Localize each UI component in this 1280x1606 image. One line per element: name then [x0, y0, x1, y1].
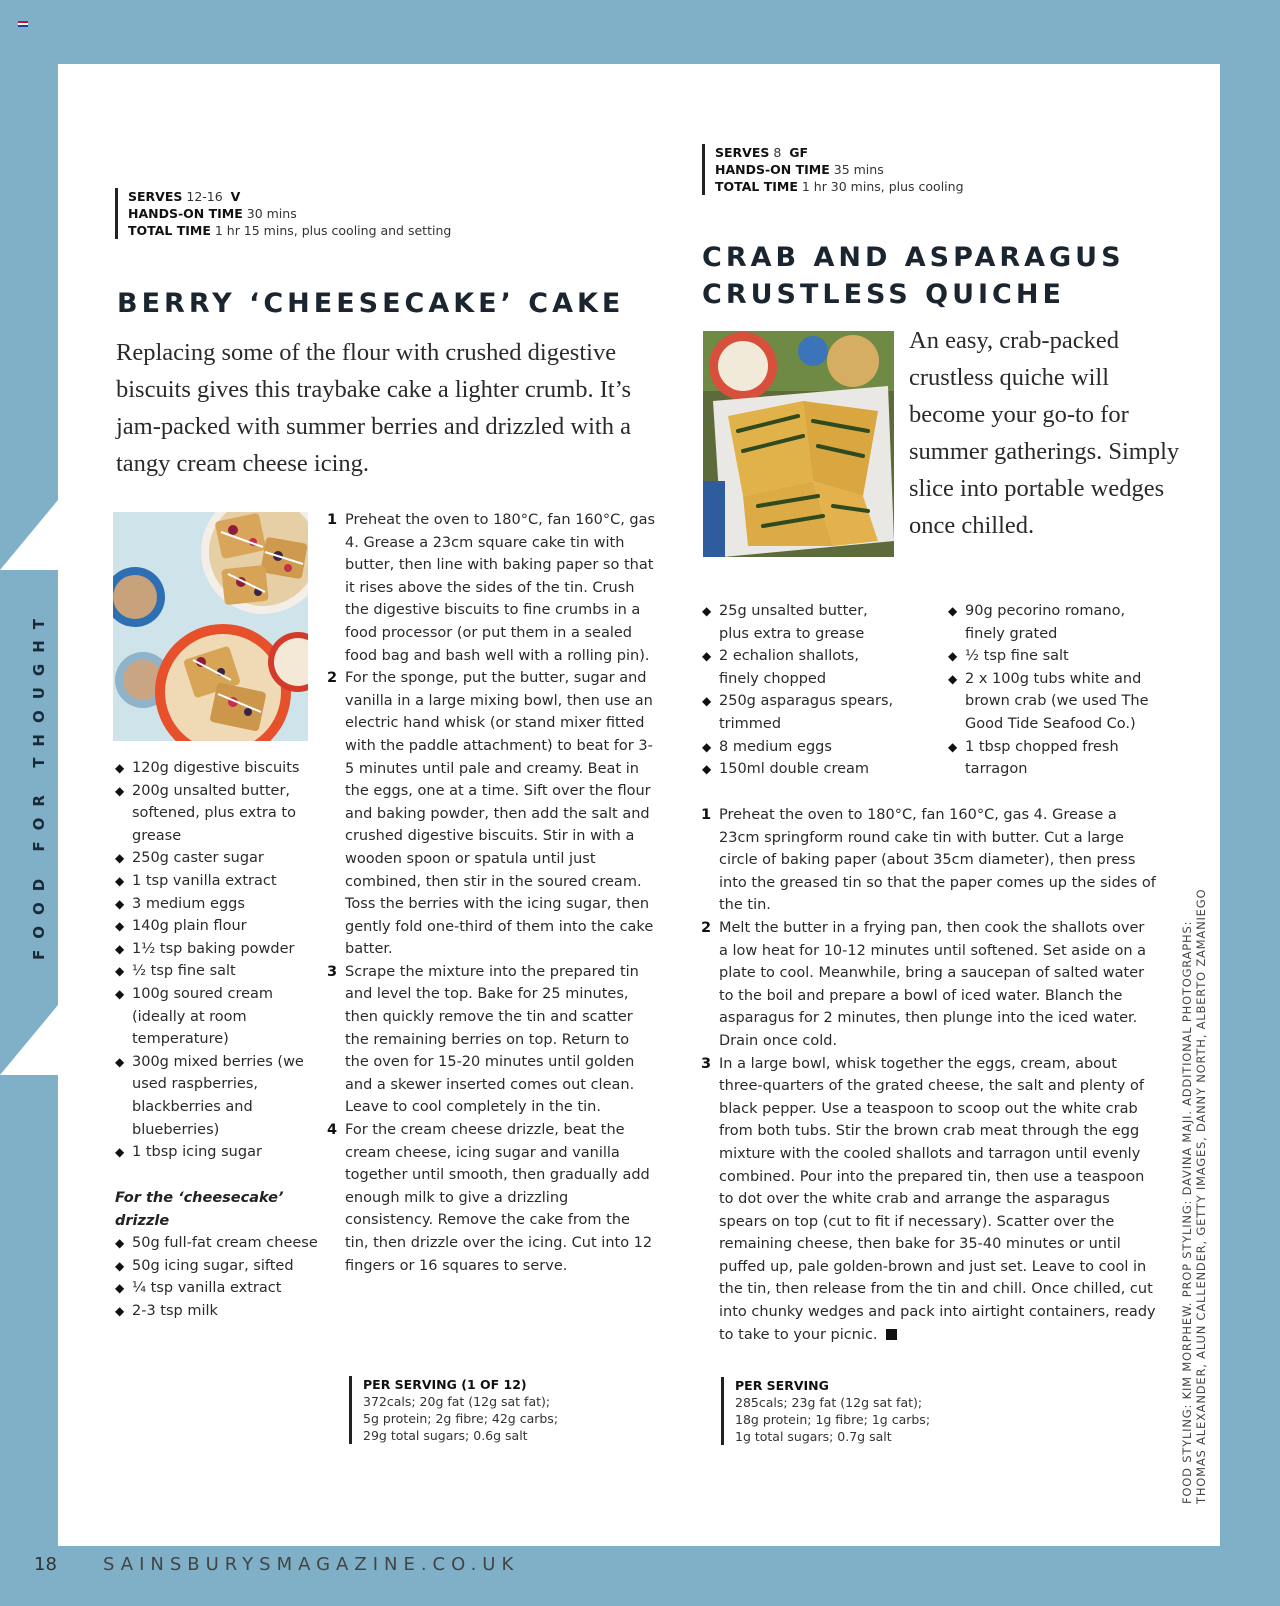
- serves-value: 12-16: [186, 189, 223, 204]
- step-number: 1: [327, 512, 338, 528]
- recipe2-ingredients-col1: [702, 600, 902, 781]
- ingredient-item: ◆ 140g plain flour: [115, 915, 320, 938]
- total-label: TOTAL TIME: [128, 223, 211, 238]
- quiche-photo: [703, 331, 894, 557]
- serves-value: 8: [773, 145, 782, 160]
- step-text: Scrape the mixture into the prepared tin and level the top. Bake for 25 minutes, then quickly remove the tin and scatter the remaining berries on top. Return to the oven for 15-20 minutes until golden and a skewer inserted comes out clean. Leave to cool completely in the tin.: [345, 963, 639, 1116]
- ingredient-item: ◆ ½ tsp fine salt: [115, 960, 320, 983]
- credits-line: THOMAS ALEXANDER, ALUN CALLENDER, GETTY IMAGES, DANNY NORTH, ALBERTO ZAMANIEGO: [1194, 888, 1208, 1504]
- page-edge-decoration: [0, 1005, 58, 1075]
- method-step: [701, 1053, 1157, 1347]
- step-number: 3: [327, 963, 338, 980]
- nutrition-heading: PER SERVING: [735, 1378, 829, 1393]
- diet-badge: V: [230, 189, 241, 204]
- handson-label: HANDS-ON TIME: [715, 162, 830, 177]
- title-line: CRAB AND ASPARAGUS: [702, 242, 1125, 273]
- total-value: 1 hr 30 mins, plus cooling: [801, 179, 964, 194]
- step-text: In a large bowl, whisk together the eggs, cream, about three-quarters of the grated cheese, the salt and plenty of black pepper. Use a teaspoon to scoop out the white crab from both tubs. Stir the brown crab meat through the egg mixture with the cooled shallots and tarragon until evenly combined. Pour into the prepared tin, then use a teaspoon to dot over the white crab and arrange the asparagus spears on top (cut to fit if necessary). Scatter over the remaining cheese, then bake for 35-40 minutes or until puffed up, pale golden-brown and just set. Leave to cool in the tin, then release from the tin and chill. Once chilled, cut into chunky wedges and pack into airtight containers, ready to take to your picnic.: [719, 1055, 1156, 1343]
- berry-cake-photo: [113, 512, 308, 741]
- ingredient-item: ◆ 90g pecorino romano, finely grated: [948, 600, 1166, 645]
- method-step: [327, 667, 657, 961]
- serves-label: SERVES: [128, 189, 183, 204]
- recipe2-title: [702, 239, 1125, 313]
- ingredient-item: ◆ 200g unsalted butter, softened, plus extra to grease: [115, 780, 320, 848]
- ingredient-item: ◆ 250g caster sugar: [115, 847, 320, 870]
- step-text: For the sponge, put the butter, sugar and vanilla in a large mixing bowl, then use an electric hand whisk (or stand mixer fitted with the paddle attachment) to beat for 3-5 minutes until pale and creamy. Beat in the eggs, one at a time. Sift over the flour and baking powder, then add the salt and crushed digestive biscuits. Stir in with a wooden spoon or spatula until just combined, then stir in the soured cream. Toss the berries with the icing sugar, then gently fold one-third of them into the cake batter.: [345, 670, 654, 958]
- drizzle-heading: For the ‘cheesecake’ drizzle: [115, 1190, 284, 1229]
- method-step: [327, 961, 657, 1119]
- method-step: [327, 1119, 657, 1277]
- end-mark-icon: [886, 1329, 897, 1340]
- recipe2-intro: An easy, crab-packed crustless quiche will become your go-to for summer gatherings. Simply slice into portable wedges once chilled.: [909, 327, 1180, 539]
- ingredient-item: ◆ 120g digestive biscuits: [115, 757, 320, 780]
- step-text: Preheat the oven to 180°C, fan 160°C, gas 4. Grease a 23cm square cake tin with butter, then line with baking paper so that it rises above the sides of the tin. Crush the digestive biscuits to fine crumbs in a food processor (or put them in a sealed food bag and bash well with a rolling pin).: [345, 512, 656, 664]
- ingredient-item: ◆ 100g soured cream (ideally at room temperature): [115, 983, 320, 1051]
- recipe2-method: [701, 804, 1157, 1346]
- step-number: 2: [701, 919, 712, 936]
- ingredient-item: ◆ 2-3 tsp milk: [115, 1300, 320, 1323]
- nutrition-line: 5g protein; 2g fibre; 42g carbs;: [363, 1411, 559, 1426]
- ingredient-item: ◆ 150ml double cream: [702, 758, 902, 781]
- title-line: CRUSTLESS QUICHE: [702, 279, 1065, 310]
- section-title: FOOD FOR THOUGHT: [30, 607, 48, 960]
- total-value: 1 hr 15 mins, plus cooling and setting: [214, 223, 452, 238]
- ingredient-item: ◆ 8 medium eggs: [702, 736, 902, 759]
- method-step: [701, 804, 1157, 917]
- ingredient-item: ◆ 1 tbsp icing sugar: [115, 1141, 320, 1164]
- recipe1-title: BERRY ‘CHEESECAKE’ CAKE: [117, 288, 625, 319]
- nutrition-heading: PER SERVING (1 OF 12): [363, 1377, 527, 1392]
- recipe2-ingredients-col2: [948, 600, 1166, 781]
- ingredient-item: ◆ 2 x 100g tubs white and brown crab (we used The Good Tide Seafood Co.): [948, 668, 1166, 736]
- recipe2-nutrition: [721, 1377, 930, 1445]
- recipe1-method: [327, 509, 657, 1277]
- step-number: 1: [701, 807, 712, 823]
- nutrition-line: 18g protein; 1g fibre; 1g carbs;: [735, 1412, 931, 1427]
- serves-label: SERVES: [715, 145, 770, 160]
- handson-label: HANDS-ON TIME: [128, 206, 243, 221]
- recipe1-drizzle-ingredients: [115, 1232, 320, 1322]
- ingredient-item: ◆ 3 medium eggs: [115, 893, 320, 916]
- page-edge-decoration: [0, 500, 58, 570]
- ingredient-item: ◆ 50g icing sugar, sifted: [115, 1255, 320, 1278]
- recipe2-meta: [702, 144, 964, 195]
- ingredient-item: ◆ 300g mixed berries (we used raspberries, blackberries and blueberries): [115, 1051, 320, 1141]
- step-text: For the cream cheese drizzle, beat the cream cheese, icing sugar and vanilla together until smooth, then gradually add enough milk to give a drizzling consistency. Remove the cake from the tin, then drizzle over the icing. Cut into 12 fingers or 16 squares to serve.: [345, 1122, 653, 1274]
- step-number: 4: [327, 1122, 338, 1139]
- ingredient-item: ◆ ½ tsp fine salt: [948, 645, 1166, 668]
- ingredient-item: ◆ 50g full-fat cream cheese: [115, 1232, 320, 1255]
- nutrition-line: 372cals; 20g fat (12g sat fat);: [363, 1394, 551, 1409]
- ingredient-item: ◆ 250g asparagus spears, trimmed: [702, 690, 902, 735]
- photo-credits: [1180, 889, 1208, 1504]
- flag-icon: [18, 21, 28, 27]
- nutrition-line: 29g total sugars; 0.6g salt: [363, 1428, 528, 1443]
- recipe1-ingredients: [115, 757, 320, 1164]
- step-number: 3: [701, 1055, 712, 1072]
- recipe1-nutrition: [349, 1376, 558, 1444]
- ingredient-item: ◆ ¼ tsp vanilla extract: [115, 1277, 320, 1300]
- step-text: Melt the butter in a frying pan, then cook the shallots over a low heat for 10-12 minutes until softened. Set aside on a plate to cool. Meanwhile, bring a saucepan of salted water to the boil and prepare a bowl of iced water. Blanch the asparagus for 2 minutes, then plunge into the iced water. Drain once cold.: [719, 919, 1147, 1049]
- page-number: 18: [34, 1554, 57, 1575]
- nutrition-line: 285cals; 23g fat (12g sat fat);: [735, 1395, 923, 1410]
- ingredient-item: ◆ 2 echalion shallots, finely chopped: [702, 645, 902, 690]
- nutrition-line: 1g total sugars; 0.7g salt: [735, 1429, 892, 1444]
- diet-badge: GF: [789, 145, 809, 160]
- credits-line: FOOD STYLING: KIM MORPHEW. PROP STYLING: DAVINA MAJI. ADDITIONAL PHOTOGRAPHS:: [1180, 920, 1194, 1504]
- method-step: [327, 509, 657, 667]
- recipe1-intro: Replacing some of the flour with crushed digestive biscuits gives this traybake cake a lighter crumb. It’s jam-packed with summer berries and drizzled with a tangy cream cheese icing.: [116, 339, 632, 477]
- site-url: SAINSBURYSMAGAZINE.CO.UK: [103, 1554, 520, 1575]
- handson-value: 35 mins: [833, 162, 884, 177]
- method-step: [701, 917, 1157, 1053]
- ingredient-item: ◆ 25g unsalted butter, plus extra to grease: [702, 600, 902, 645]
- recipe1-meta: [115, 188, 451, 239]
- ingredient-item: ◆ 1 tbsp chopped fresh tarragon: [948, 736, 1166, 781]
- handson-value: 30 mins: [246, 206, 297, 221]
- step-number: 2: [327, 670, 338, 687]
- step-text: Preheat the oven to 180°C, fan 160°C, gas 4. Grease a 23cm springform round cake tin with butter. Cut a large circle of baking paper (about 35cm diameter), then press into the greased tin so that the paper comes up the sides of the tin.: [719, 807, 1156, 914]
- ingredient-item: ◆ 1 tsp vanilla extract: [115, 870, 320, 893]
- total-label: TOTAL TIME: [715, 179, 798, 194]
- ingredient-item: ◆ 1½ tsp baking powder: [115, 938, 320, 961]
